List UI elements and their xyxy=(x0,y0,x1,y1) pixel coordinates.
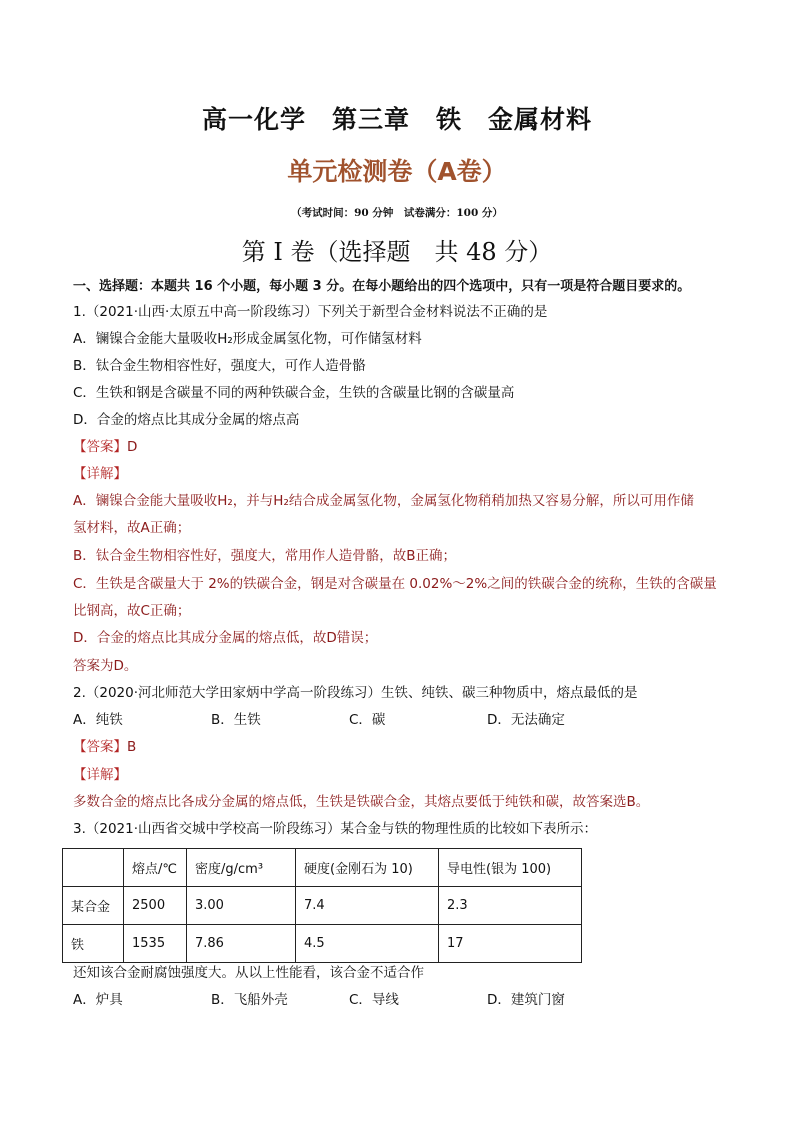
q2-answer-value: B xyxy=(127,739,137,755)
q2-option-c: C．碳 xyxy=(349,712,386,728)
table-cell: 3.00 xyxy=(187,887,296,925)
q3-followup: 还知该合金耐腐蚀强度大。从以上性能看，该合金不适合作 xyxy=(73,965,424,981)
q3-options xyxy=(73,990,733,1010)
q1-answer-label: 【答案】 xyxy=(73,439,127,455)
q3-option-b: B．飞船外壳 xyxy=(211,992,288,1008)
q2-options xyxy=(73,710,733,730)
table-cell: 铁 xyxy=(63,925,124,963)
q2-detail: 多数合金的熔点比各成分金属的熔点低，生铁是铁碳合金，其熔点要低于纯铁和碳，故答案选B。 xyxy=(73,794,650,810)
q1-detail-label: 【详解】 xyxy=(73,466,127,482)
table-cell: 2500 xyxy=(124,887,187,925)
properties-table xyxy=(62,848,582,963)
q1-option-c: C．生铁和钢是含碳量不同的两种铁碳合金，生铁的含碳量比钢的含碳量高 xyxy=(73,385,515,401)
q2-option-d: D．无法确定 xyxy=(487,712,565,728)
table-cell: 4.5 xyxy=(296,925,439,963)
q1-detail-line: C．生铁是含碳量大于 2%的铁碳合金，钢是对含碳量在 0.02%～2%之间的铁碳合金的统称，生铁的含碳量 xyxy=(73,576,717,592)
table-row xyxy=(63,925,582,963)
instructions: 一、选择题：本题共 16 个小题，每小题 3 分。在每小题给出的四个选项中，只有一项是符合题目要求的。 xyxy=(73,279,691,294)
q1-option-b: B．钛合金生物相容性好，强度大，可作人造骨骼 xyxy=(73,358,366,374)
exam-meta: （考试时间：90 分钟 试卷满分：100 分） xyxy=(291,207,503,219)
q1-answer xyxy=(73,437,733,457)
table-header-cell: 熔点/℃ xyxy=(124,849,187,887)
q2-stem: 2.（2020·河北师范大学田家炳中学高一阶段练习）生铁、纯铁、碳三种物质中，熔点最低的是 xyxy=(73,685,638,701)
table-row xyxy=(63,887,582,925)
table-header-row xyxy=(63,849,582,887)
table-header-cell xyxy=(63,849,124,887)
table-cell: 7.86 xyxy=(187,925,296,963)
table-cell: 7.4 xyxy=(296,887,439,925)
table-cell: 某合金 xyxy=(63,887,124,925)
q1-detail-line: 氢材料，故A正确； xyxy=(73,520,191,536)
table-cell: 2.3 xyxy=(439,887,582,925)
section-heading: 第 I 卷（选择题 共 48 分） xyxy=(241,238,553,266)
q2-option-a: A．纯铁 xyxy=(73,712,123,728)
q1-option-d: D．合金的熔点比其成分金属的熔点高 xyxy=(73,412,300,428)
table-header-cell: 导电性(银为 100) xyxy=(439,849,582,887)
table-cell: 17 xyxy=(439,925,582,963)
q1-conclusion: 答案为D。 xyxy=(73,658,138,674)
q1-detail-line: B．钛合金生物相容性好，强度大，常用作人造骨骼，故B正确； xyxy=(73,548,457,564)
q1-detail-line: 比钢高，故C正确； xyxy=(73,603,191,619)
table-cell: 1535 xyxy=(124,925,187,963)
q1-detail-line: A．镧镍合金能大量吸收H₂，并与H₂结合成金属氢化物，金属氢化物稍稍加热又容易分解，所以可用作储 xyxy=(73,493,694,509)
q2-detail-label: 【详解】 xyxy=(73,767,127,783)
q3-option-c: C．导线 xyxy=(349,992,399,1008)
page-subtitle: 单元检测卷（A卷） xyxy=(287,157,507,186)
q2-answer xyxy=(73,737,733,757)
q3-stem: 3.（2021·山西省交城中学校高一阶段练习）某合金与铁的物理性质的比较如下表所示： xyxy=(73,821,598,837)
table-header-cell: 硬度(金刚石为 10) xyxy=(296,849,439,887)
q2-answer-label: 【答案】 xyxy=(73,739,127,755)
q1-option-a: A．镧镍合金能大量吸收H₂形成金属氢化物，可作储氢材料 xyxy=(73,331,422,347)
q1-detail-line: D．合金的熔点比其成分金属的熔点低，故D错误； xyxy=(73,630,378,646)
table-header-cell: 密度/g/cm³ xyxy=(187,849,296,887)
page-title: 高一化学 第三章 铁 金属材料 xyxy=(201,105,592,134)
q3-option-d: D．建筑门窗 xyxy=(487,992,565,1008)
q1-answer-value: D xyxy=(127,439,138,455)
q2-option-b: B．生铁 xyxy=(211,712,261,728)
q1-stem: 1.（2021·山西·太原五中高一阶段练习）下列关于新型合金材料说法不正确的是 xyxy=(73,304,548,320)
q3-option-a: A．炉具 xyxy=(73,992,123,1008)
